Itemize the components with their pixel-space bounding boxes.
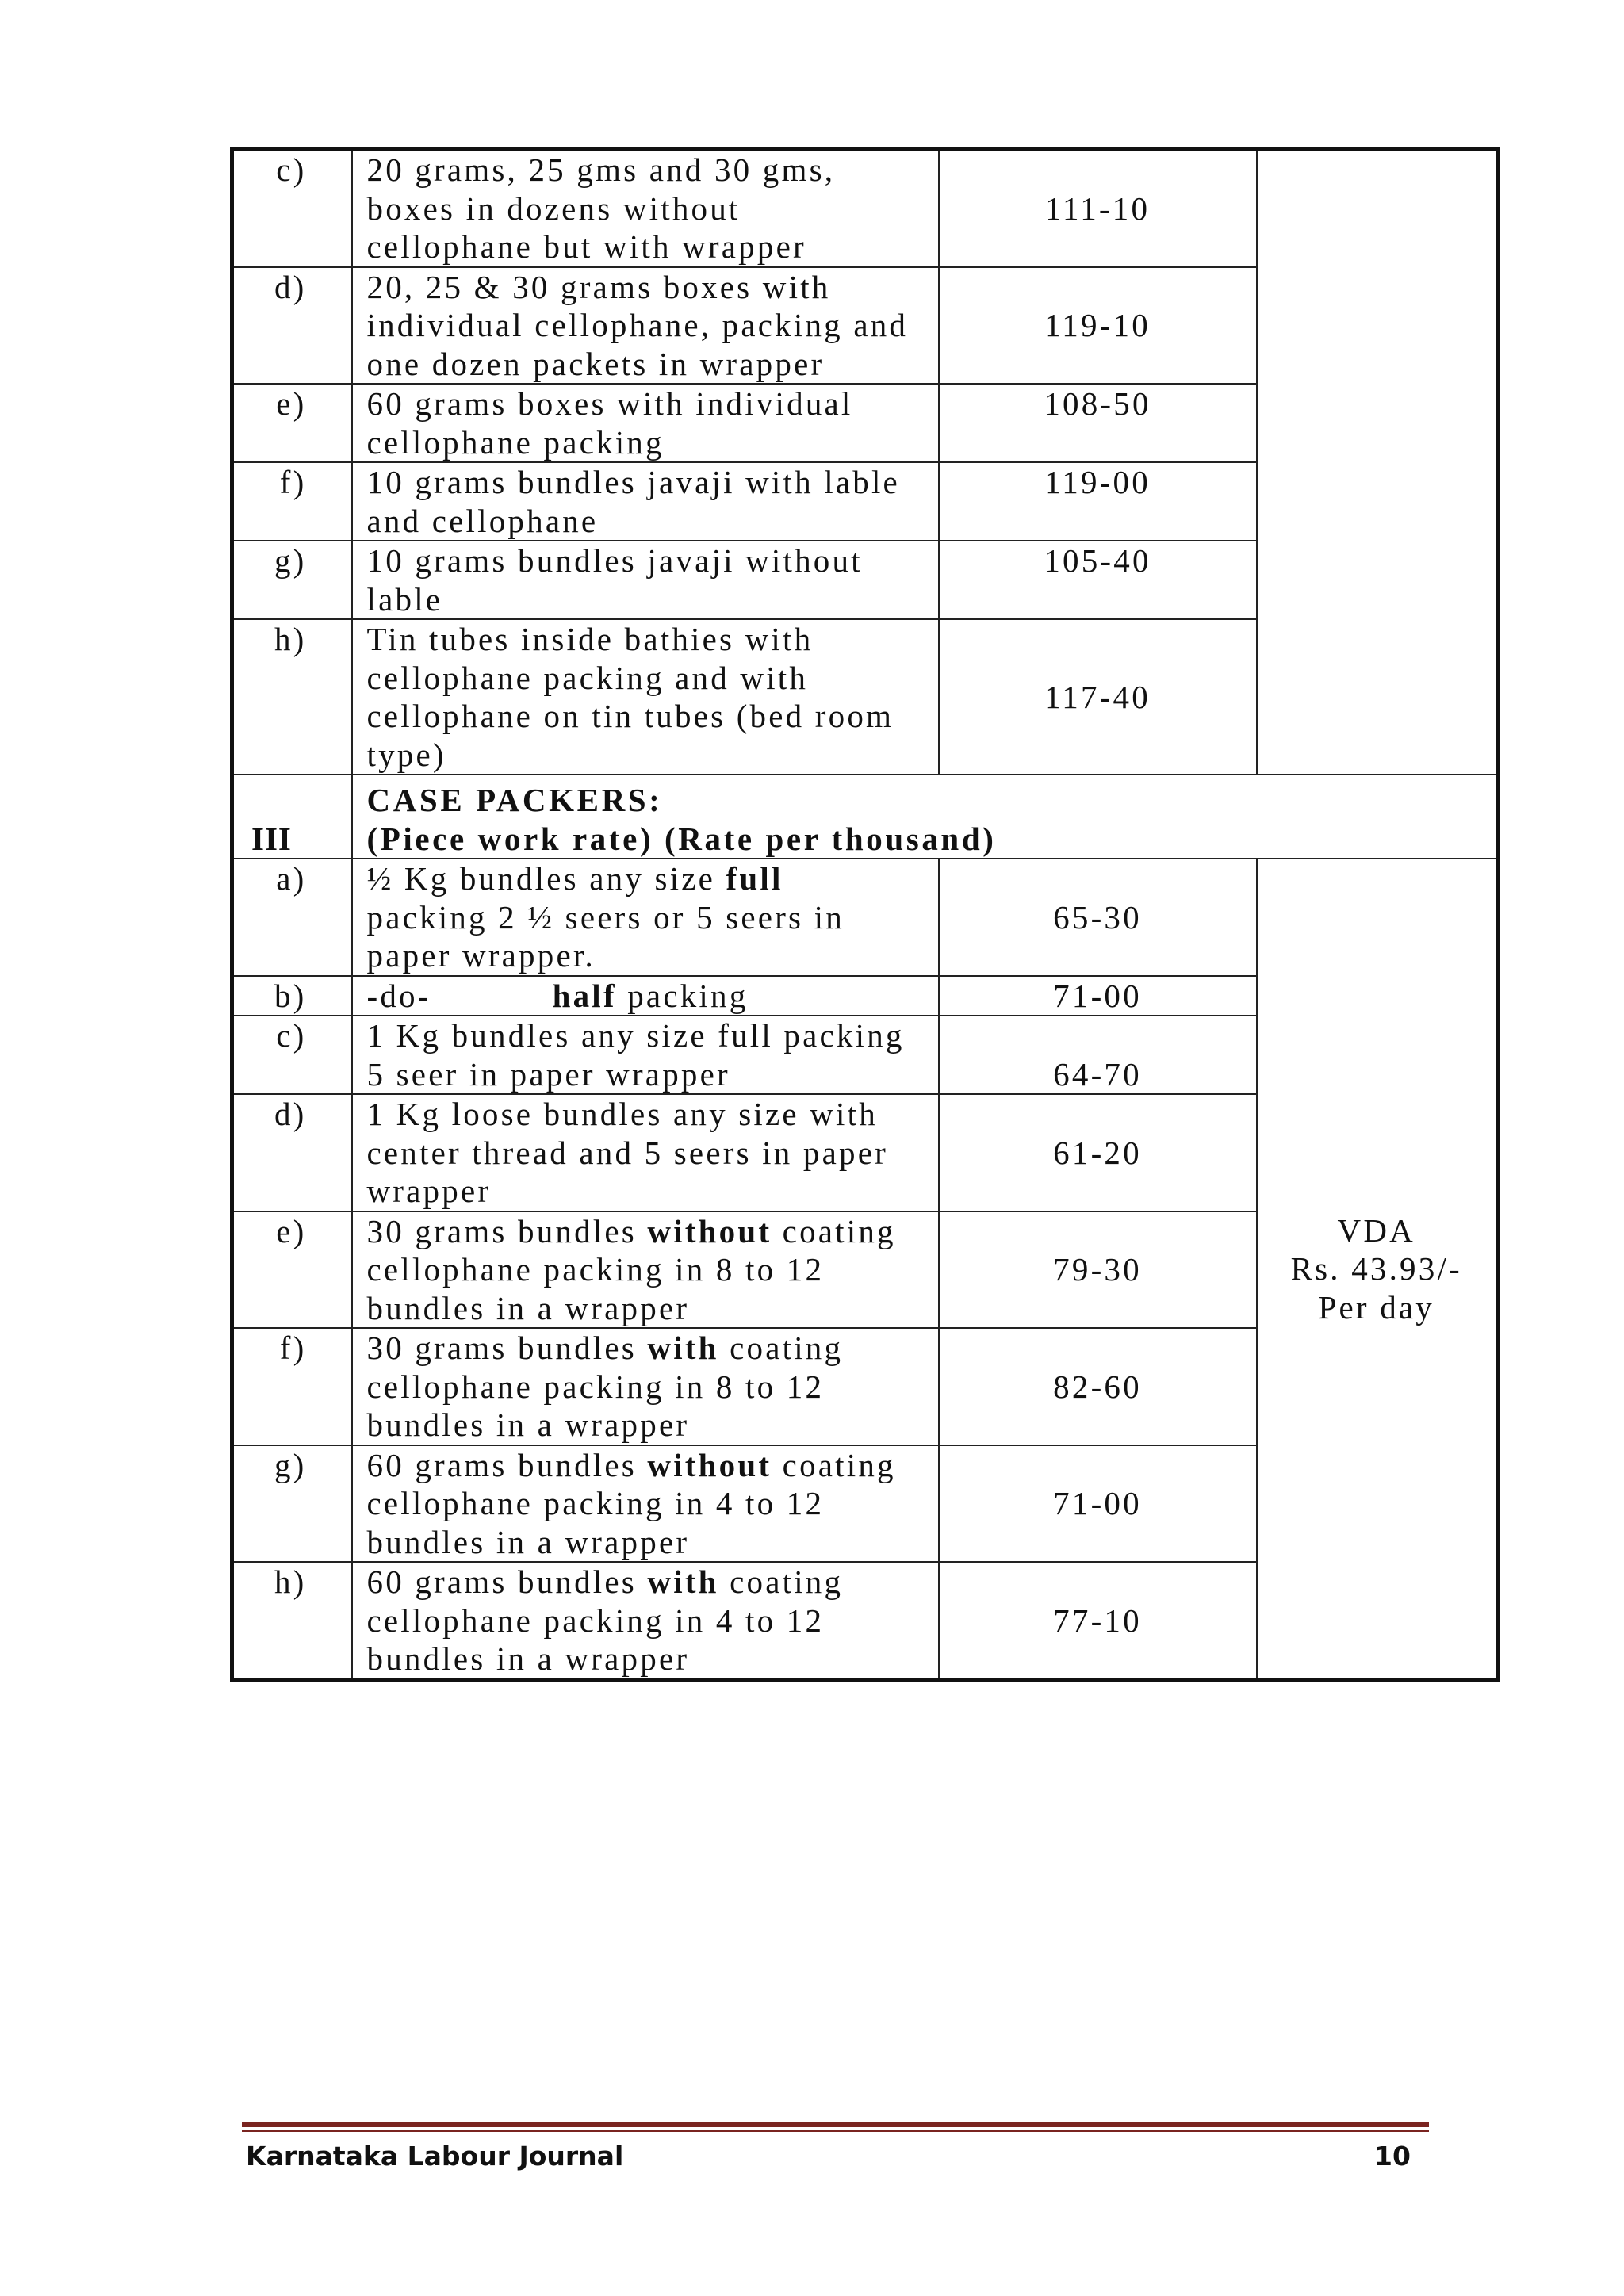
rate-value: 71-00 [939,976,1257,1016]
serial-label: b) [232,976,352,1016]
description-line [367,1563,935,1601]
rate-value: 117-40 [939,619,1257,775]
serial-label: f) [232,462,352,541]
description-line: boxes in dozens without [366,189,741,227]
section-number: III [232,775,352,859]
description-text: coating [718,1330,844,1366]
rate-value: 82-60 [939,1328,1257,1445]
serial-label: c) [232,1016,352,1094]
description-line: bundles in a wrapper [366,1289,690,1326]
description-text: 60 grams bundles [366,1446,648,1483]
journal-title: Karnataka Labour Journal [246,2141,624,2172]
description-line: cellophane packing in 4 to 12 [366,1485,825,1521]
vda-amount: Rs. 43.93/- [1290,1250,1462,1287]
description-line: cellophane packing in 4 to 12 [366,1601,825,1639]
rate-value: 71-00 [939,1445,1257,1563]
description-line: cellophane packing [366,423,665,461]
description-text: coating [772,1212,896,1249]
rate-value: 61-20 [939,1094,1257,1211]
description-line: 10 grams bundles javaji with lable [366,464,900,500]
rate-value: 65-30 [939,859,1257,976]
description-line: type) [366,736,446,773]
item-description [352,1016,939,1094]
description-text: packing [616,977,749,1014]
emphasis-text: without [647,1212,772,1249]
section-title-line: CASE PACKERS: [366,782,663,818]
serial-label: d) [232,267,352,385]
description-line: 20, 25 & 30 grams boxes with [366,268,831,305]
rate-value: 108-50 [939,384,1257,462]
description-line: bundles in a wrapper [366,1406,690,1443]
item-description [352,1562,939,1680]
serial-label: g) [232,541,352,619]
rate-value: 111-10 [939,149,1257,267]
description-line: and cellophane [366,502,599,539]
emphasis-text: without [647,1446,772,1483]
description-line: one dozen packets in wrapper [366,345,825,382]
description-line: 1 Kg loose bundles any size with [366,1096,878,1132]
rate-value: 119-00 [939,462,1257,541]
description-line: wrapper [366,1173,492,1209]
vda-label: VDA [1337,1211,1415,1249]
description-line: individual cellophane, packing and [366,307,909,343]
description-line: 20 grams, 25 gms and 30 gms, [366,151,836,188]
item-description [352,619,939,775]
footer-rule-thin [242,2130,1429,2132]
emphasis-text: full [726,860,783,897]
rate-value: 119-10 [939,267,1257,385]
serial-label: d) [232,1094,352,1211]
footer-rule-thick [242,2122,1429,2127]
table-row [232,859,1498,976]
description-line: 10 grams bundles javaji without [366,542,863,579]
description-text: coating [772,1446,896,1483]
description-line: center thread and 5 seers in paper [366,1134,888,1171]
description-line: cellophane packing in 8 to 12 [366,1251,825,1288]
section-heading-row [232,775,1498,859]
description-line: 5 seer in paper wrapper [366,1055,730,1093]
serial-label: h) [232,1562,352,1680]
emphasis-text: half [552,977,617,1014]
table-row [232,149,1498,267]
item-description [352,149,939,267]
description-line: cellophane packing in 8 to 12 [366,1368,825,1405]
description-text: ½ Kg bundles any size [366,860,726,897]
rate-value: 77-10 [939,1562,1257,1680]
description-line: 1 Kg bundles any size full packing [366,1017,905,1054]
ditto-mark: -do- [366,977,431,1014]
item-description [352,462,939,541]
serial-label: e) [232,1211,352,1329]
item-description [352,1445,939,1563]
description-text: 60 grams bundles [366,1563,648,1600]
empty-vda-cell [1257,149,1498,775]
description-line: paper wrapper. [366,937,596,974]
item-description [352,267,939,385]
description-line: lable [366,580,443,618]
description-text: 30 grams bundles [366,1212,648,1249]
emphasis-text: with [647,1563,719,1600]
serial-label: a) [232,859,352,976]
serial-label: g) [232,1445,352,1563]
serial-label: h) [232,619,352,775]
section-title-line: (Piece work rate) (Rate per thousand) [366,820,997,857]
rate-table [230,147,1500,1682]
rate-value: 79-30 [939,1211,1257,1329]
item-description [352,384,939,462]
description-line: Tin tubes inside bathies with [366,621,814,657]
page-number: 10 [1374,2141,1411,2172]
description-line: 60 grams boxes with individual [366,385,853,422]
item-description [352,859,939,976]
item-description [352,1328,939,1445]
rate-value: 64-70 [939,1016,1257,1094]
description-line: bundles in a wrapper [366,1640,690,1677]
emphasis-text: with [647,1330,719,1366]
vda-cell [1257,859,1498,1680]
description-line: packing 2 ½ seers or 5 seers in [366,898,845,936]
serial-label: e) [232,384,352,462]
description-text: 30 grams bundles [366,1330,648,1366]
item-description [352,541,939,619]
description-line: bundles in a wrapper [366,1523,690,1560]
description-line [367,859,935,898]
description-line [367,1212,935,1251]
description-line: cellophane on tin tubes (bed room [366,698,894,734]
section-title [352,775,1498,859]
description-line [367,1446,935,1485]
description-line: cellophane but with wrapper [366,228,806,265]
description-line: cellophane packing and with [366,659,809,696]
serial-label: f) [232,1328,352,1445]
description-text: coating [718,1563,844,1600]
item-description [352,1094,939,1211]
description-line [367,977,935,1016]
description-line [367,1329,935,1368]
item-description [352,976,939,1016]
serial-label: c) [232,149,352,267]
vda-period: Per day [1318,1288,1434,1326]
rate-value: 105-40 [939,541,1257,619]
item-description [352,1211,939,1329]
